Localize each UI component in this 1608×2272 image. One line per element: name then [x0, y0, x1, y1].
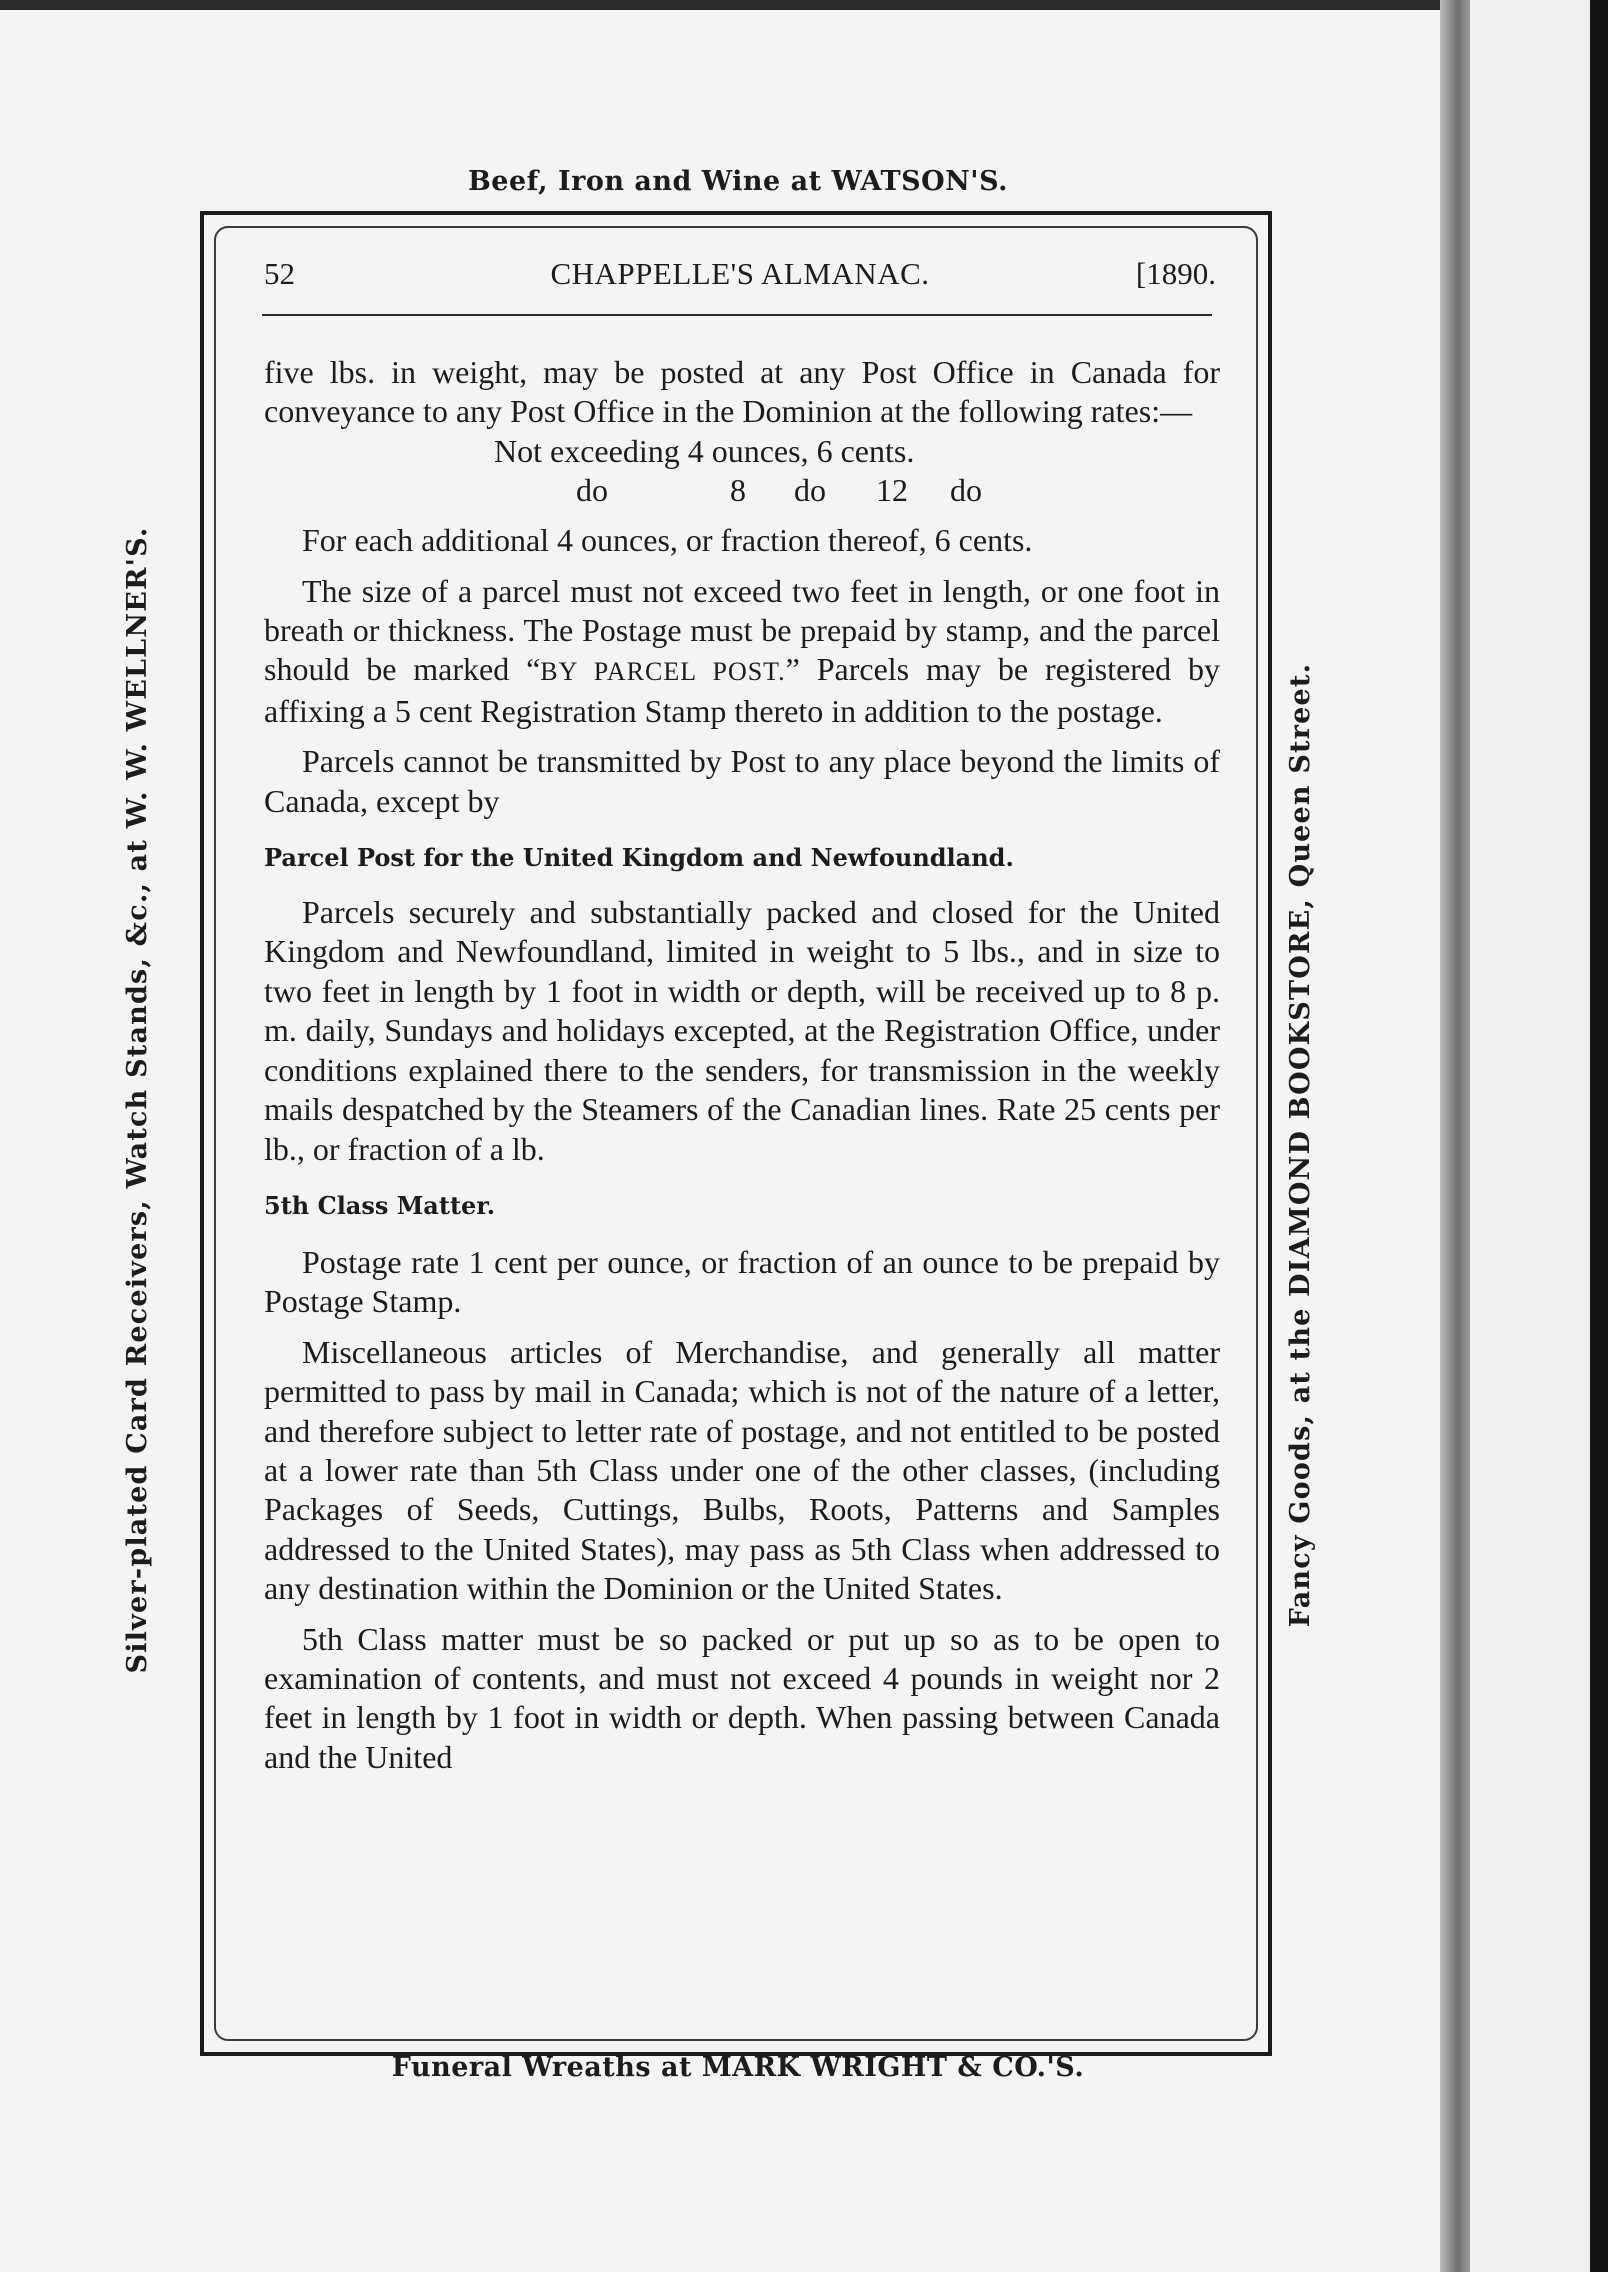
parcel-post-marking: BY PARCEL POST.	[540, 657, 786, 687]
paragraph-2: For each additional 4 ounces, or fraction thereof, 6 cents.	[302, 522, 1033, 559]
rate-cents: 12	[876, 472, 908, 509]
running-header	[264, 252, 1216, 296]
scan-right-border	[1590, 0, 1608, 2272]
bottom-advertisement: Funeral Wreaths at MARK WRIGHT & CO.'S.	[391, 2052, 1085, 2083]
rate-ounces: 8	[730, 472, 746, 509]
book-gutter	[1440, 0, 1470, 2272]
rate-line-2	[264, 471, 1220, 510]
left-side-advertisement: Silver-plated Card Receivers, Watch Stands, &c., at W. W. WELLNER'S.	[122, 526, 153, 1674]
next-page-edge	[1470, 0, 1608, 2272]
right-side-advertisement: Fancy Goods, at the DIAMOND BOOKSTORE, Queen Street.	[1285, 662, 1316, 1628]
rate-line-1: Not exceeding 4 ounces, 6 cents.	[494, 432, 915, 469]
page-number: 52	[264, 256, 295, 291]
paragraph-7: Miscellaneous articles of Merchandise, and generally all matter permitted to pass by mail in Canada; which is not of the nature of a letter, and therefore subject to letter rate of postage, and not entitled to be posted at a lower rate than 5th Class under one of the other classes, (including Packages of Seeds, Cuttings, Bulbs, Roots, Patterns and Samples addressed to the United States), may pass as 5th Class when addressed to any destination within the Dominion or the United States.	[264, 1333, 1220, 1607]
paragraph-3	[264, 572, 1220, 732]
paragraph-3-text-a: The size of a parcel must not exceed two feet in length, or one foot in breath or thickness. The Postage must be prepaid by stamp, and the parcel should be marked “	[264, 572, 1220, 688]
top-advertisement: Beef, Iron and Wine at WATSON'S.	[467, 166, 1009, 197]
rate-do-1: do	[576, 472, 608, 509]
paragraph-1: five lbs. in weight, may be posted at any Post Office in Canada for conveyance to any Post Office in the Dominion at the following rates:—	[264, 354, 1220, 430]
header-rule	[262, 314, 1212, 316]
paragraph-3-text-b: ” Parcels may be registered by affixing a 5 cent Registration Stamp thereto in addition to the postage.	[264, 651, 1220, 729]
rate-do-3: do	[950, 472, 982, 509]
almanac-title: CHAPPELLE'S ALMANAC.	[550, 256, 930, 291]
subheading-parcel-post: Parcel Post for the United Kingdom and Newfoundland.	[264, 843, 1014, 873]
paragraph-6: Postage rate 1 cent per ounce, or fraction of an ounce to be prepaid by Postage Stamp.	[264, 1243, 1220, 1320]
paragraph-4: Parcels cannot be transmitted by Post to any place beyond the limits of Canada, except by	[264, 743, 1220, 819]
paragraph-8: 5th Class matter must be so packed or put up so as to be open to examination of contents, and must not exceed 4 pounds in weight nor 2 feet in length by 1 foot in width or depth. When passing between Canada and the United	[264, 1620, 1220, 1775]
year: [1890.	[1135, 256, 1216, 291]
subheading-5th-class: 5th Class Matter.	[264, 1190, 496, 1220]
rate-do-2: do	[794, 472, 826, 509]
body-text	[264, 353, 1220, 1777]
paragraph-5: Parcels securely and substantially packed and closed for the United Kingdom and Newfoundland, limited in weight to 5 lbs., and in size to two feet in length by 1 foot in width or depth, will be received up to 8 p. m. daily, Sundays and holidays excepted, at the Registration Office, under conditions explained there to the senders, for transmission in the weekly mails despatched by the Steamers of the Canadian lines. Rate 25 cents per lb., or fraction of a lb.	[264, 894, 1220, 1167]
